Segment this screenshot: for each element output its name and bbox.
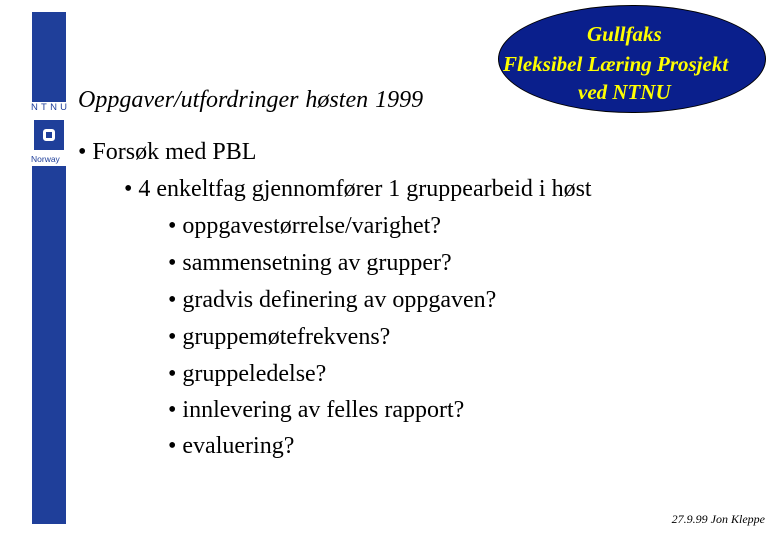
left-accent-bar — [32, 12, 66, 524]
project-name-line2: Fleksibel Læring Prosjekt — [503, 52, 729, 76]
bullet-level3: • oppgavestørrelse/varighet? — [168, 213, 441, 239]
bullet-level3: • gruppemøtefrekvens? — [168, 324, 391, 350]
ntnu-logo — [30, 102, 71, 166]
footer-date-author: 27.9.99 Jon Kleppe — [671, 512, 765, 526]
bullet-level3: • gruppeledelse? — [168, 361, 327, 387]
project-name-line3: ved NTNU — [578, 80, 671, 104]
ntnu-logo-letters: NTNU — [31, 102, 71, 113]
slide-title: Oppgaver/utfordringer høsten 1999 — [78, 87, 424, 113]
project-name-line1: Gullfaks — [587, 22, 662, 46]
bullet-level3: • sammensetning av grupper? — [168, 250, 452, 276]
bullet-level3: • evaluering? — [168, 433, 295, 459]
bullet-level1: • Forsøk med PBL — [78, 139, 257, 165]
ntnu-logo-icon — [34, 120, 64, 150]
bullet-level2: • 4 enkeltfag gjennomfører 1 gruppearbeid i høst — [124, 176, 592, 202]
bullet-level3: • gradvis definering av oppgaven? — [168, 287, 497, 313]
bullet-level3: • innlevering av felles rapport? — [168, 397, 465, 423]
ntnu-logo-country: Norway — [31, 154, 60, 164]
